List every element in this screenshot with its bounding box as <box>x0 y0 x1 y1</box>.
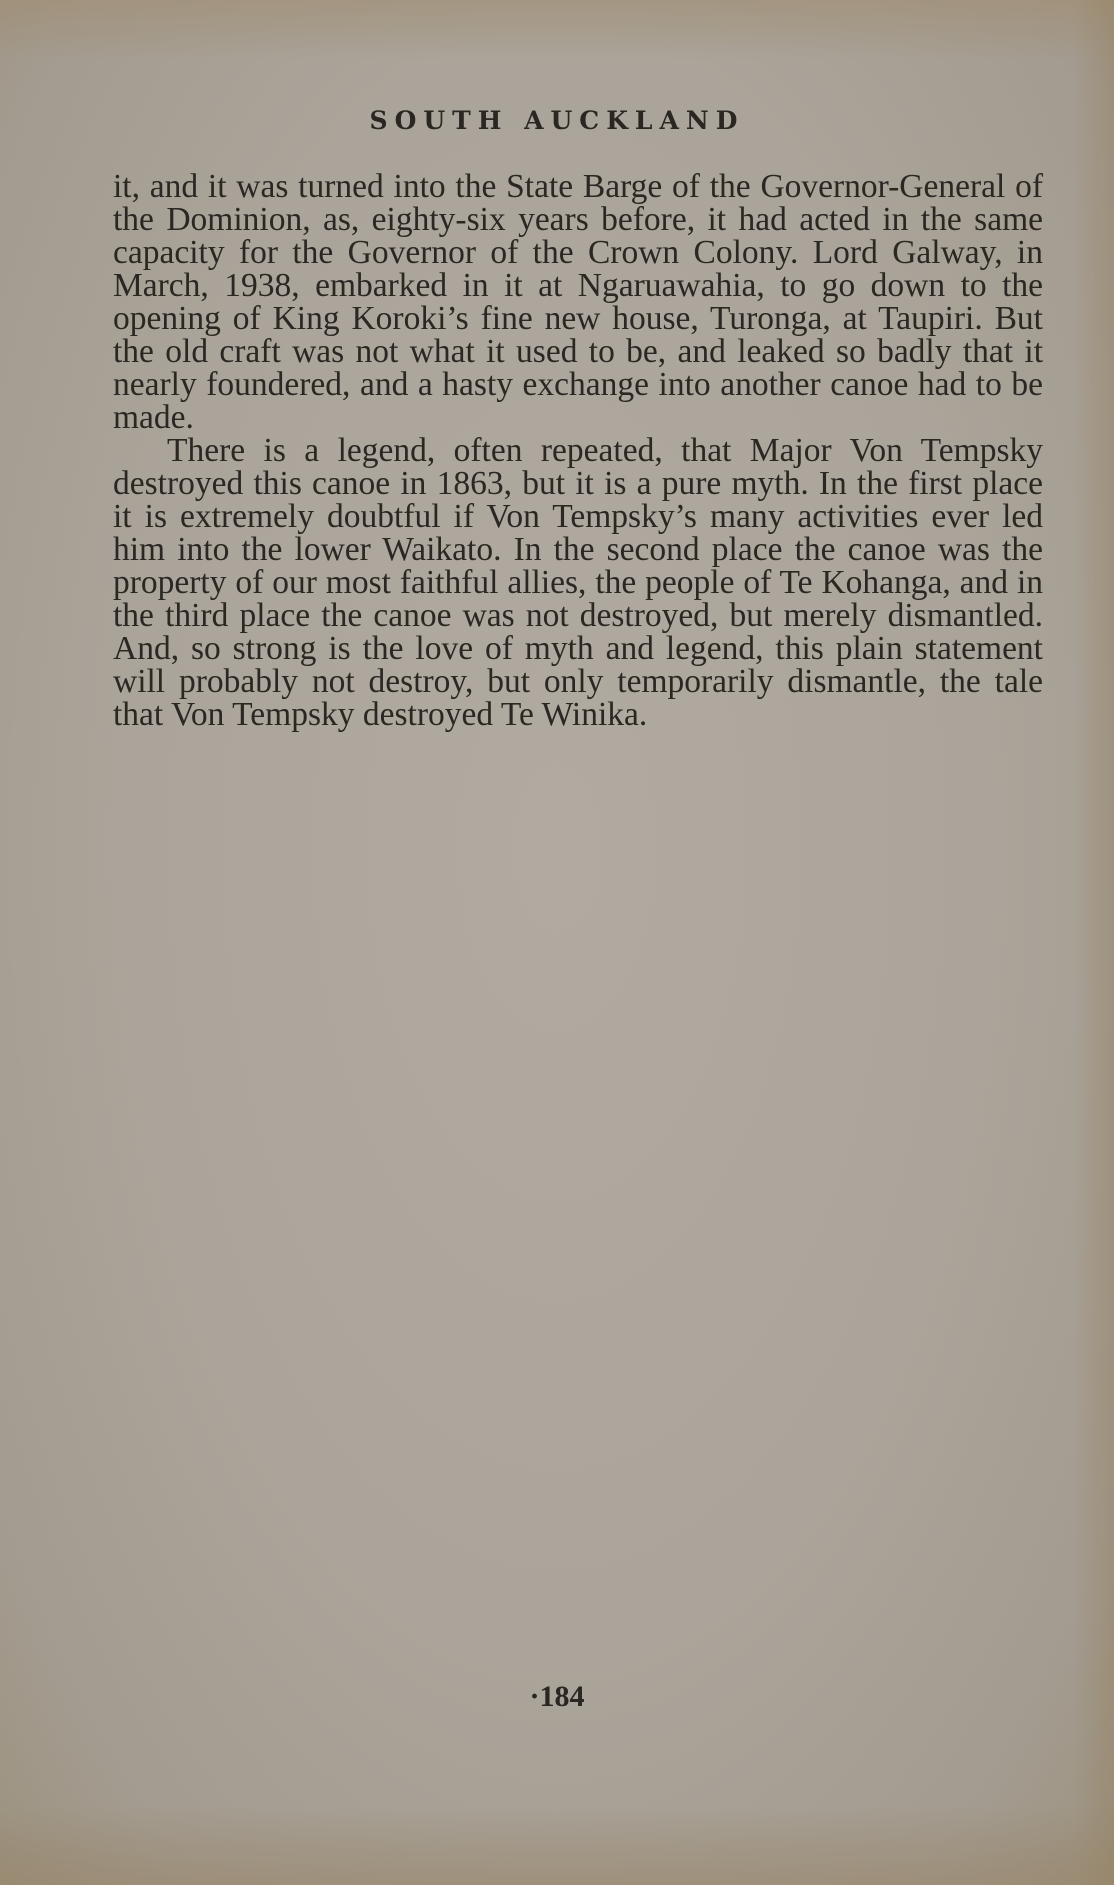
paragraph-von-tempsky-legend: There is a legend, often repeated, that Major Von Tempsky destroyed this canoe in 1863, but it is a pure myth. In the first place it is extremely doubtful if Von Tempsky’s many activities ever led him into the lower Waikato. In the second place the canoe was the property of our most faithful allies, the people of Te Kohanga, and in the third place the canoe was not destroyed, but merely dismantled. And, so strong is the love of myth and legend, this plain statement will probably not destroy, but only temporarily dismantle, the tale that Von Tempsky destroyed Te Winika. <box>113 432 1043 733</box>
page-edge-shadow-bottom <box>0 1805 1114 1885</box>
paragraph-continued: it, and it was turned into the State Barge of the Governor-General of the Dominion, as, eighty-six years before, it had acted in the same capacity for the Governor of the Crown Colony. Lord Galway, in March, 1938, embarked in it at Ngaruawahia, to go down to the opening of King Koroki’s fine new house, Turonga, at Taupiri. But the old craft was not what it used to be, and leaked so badly that it nearly foundered, and a hasty exchange into another canoe had to be made. <box>113 168 1043 436</box>
page-number: ·184 <box>529 1680 585 1713</box>
page-edge-shadow-top <box>0 0 1114 60</box>
page-edge-shadow-right <box>1074 0 1114 1885</box>
body-text <box>113 170 1043 731</box>
running-head: SOUTH AUCKLAND <box>369 106 745 135</box>
